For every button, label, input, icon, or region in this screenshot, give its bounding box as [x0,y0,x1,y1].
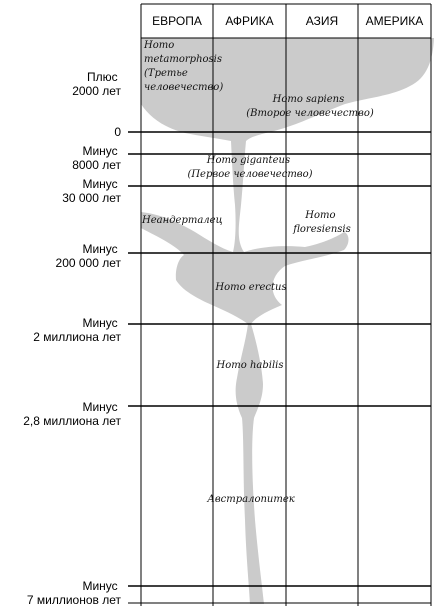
label-homo-habilis: Homo habilis [216,360,284,371]
column-headers [152,14,423,28]
label-australopithecus: Австралопитек [207,494,295,505]
label-neanderthal: Неандерталец [142,215,223,226]
evolution-tree [141,38,434,604]
time-axis [23,70,121,607]
time-label-minus-2-8-million: Минус 2,8 миллиона лет [23,400,121,428]
time-label-minus-8000: Минус 8000 лет [72,144,121,172]
label-homo-sapiens: Homo sapiens (Второе человечество) [246,94,374,119]
label-homo-metamorphosis: Homo metamorphosis (Третье человечество) [144,40,224,93]
column-header-africa: АФРИКА [225,14,274,28]
time-label-zero: 0 [114,125,121,139]
time-label-minus-2-million: Минус 2 миллиона лет [33,316,121,344]
time-label-minus-7-million: Минус 7 миллионов лет [26,579,121,607]
tree-trunk [141,38,434,604]
label-homo-floresiensis: Homo floresiensis [293,210,351,235]
time-label-minus-200000: Минус 200 000 лет [55,242,121,270]
column-header-asia: АЗИЯ [305,14,339,28]
label-homo-erectus: Homo erectus [215,282,287,293]
time-label-plus-2000: Плюс 2000 лет [72,70,121,98]
label-homo-giganteus: Homo giganteus (Первое человечество) [187,155,313,180]
column-header-europe: ЕВРОПА [152,14,202,28]
time-label-minus-30000: Минус 30 000 лет [62,177,121,205]
column-header-america: АМЕРИКА [365,14,424,28]
